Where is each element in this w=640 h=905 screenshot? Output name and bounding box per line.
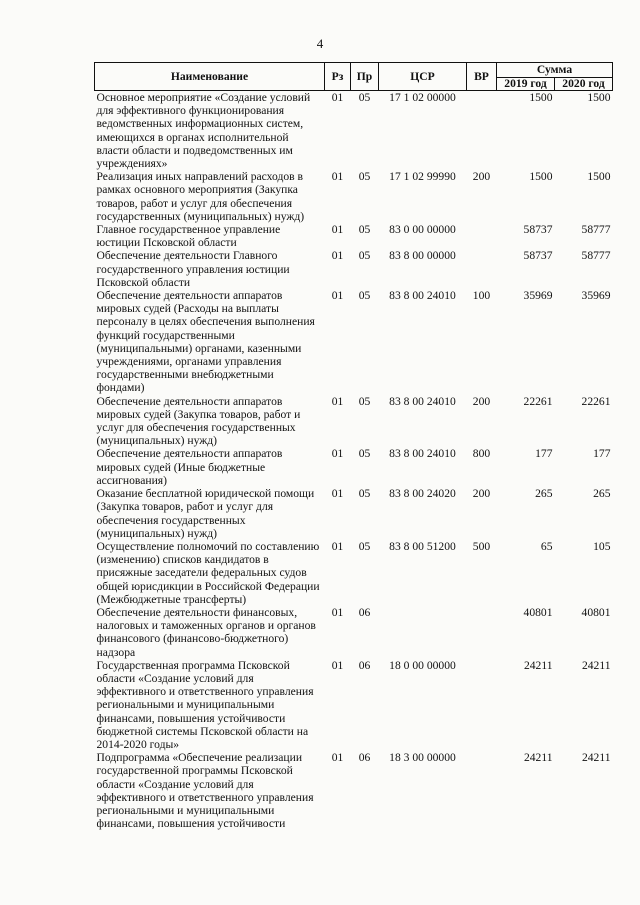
- row-sum-2020: 40801: [581, 605, 611, 619]
- header-csr: ЦСР: [379, 63, 467, 91]
- row-csr: 83 8 00 24010: [389, 289, 456, 303]
- row-vr: 100: [472, 289, 491, 303]
- row-rz: 01: [331, 91, 344, 104]
- row-vr: 800: [472, 447, 491, 461]
- header-sum: Сумма: [497, 63, 613, 78]
- row-sum-2020: 58777: [581, 249, 611, 263]
- row-name: Обеспечение деятельности аппаратов мировых судей (Расходы на выплаты персоналу в целях обеспечения выполнения функций государственными (муниципальными) органами, казенными учреждениями, органами управления государственными внебюджетными фондами): [96, 289, 315, 395]
- row-sum-2020: 22261: [581, 394, 611, 408]
- row-name: Государственная программа Псковской области «Создание условий для эффективного и ответственного управления региональными и муниципальными финансами, повышения устойчивости бюджетной системы Псковской области на 2014-2020 годы»: [96, 658, 314, 751]
- row-csr: [379, 606, 467, 659]
- row-pr: 05: [358, 223, 371, 237]
- row-rz: 01: [331, 487, 344, 501]
- row-sum-2019: 58737: [523, 223, 553, 237]
- table-header: [95, 63, 613, 91]
- row-vr: 500: [472, 539, 491, 553]
- row-sum-2020: 1500: [587, 91, 611, 104]
- table-row: [95, 170, 613, 223]
- row-pr: 05: [358, 447, 371, 461]
- row-sum-2019: 22261: [523, 394, 553, 408]
- page-number: 4: [316, 36, 324, 51]
- table-row: [95, 395, 613, 448]
- row-name: Обеспечение деятельности финансовых, налоговых и таможенных органов и органов финансового (финансово-бюджетного) надзора: [96, 605, 316, 659]
- row-vr: [467, 249, 497, 289]
- row-rz: 01: [331, 539, 344, 553]
- row-vr: 200: [472, 170, 491, 184]
- row-vr: [467, 606, 497, 659]
- row-sum-2019: 24211: [523, 751, 553, 765]
- row-sum-2019: 58737: [523, 249, 553, 263]
- row-sum-2019: 1500: [529, 91, 553, 104]
- row-sum-2020: 1500: [587, 170, 611, 184]
- row-vr: [467, 91, 497, 171]
- row-pr: 05: [358, 289, 371, 303]
- row-rz: 01: [331, 394, 344, 408]
- table-row: [95, 289, 613, 395]
- budget-table: [94, 62, 613, 830]
- header-rz: Рз: [325, 63, 351, 91]
- row-csr: 17 1 02 00000: [389, 91, 456, 104]
- row-vr: [467, 223, 497, 249]
- row-vr: [467, 659, 497, 751]
- row-name: Обеспечение деятельности аппаратов мировых судей (Иные бюджетные ассигнования): [96, 447, 283, 487]
- row-csr: 18 0 00 00000: [389, 658, 456, 672]
- header-name: Наименование: [95, 63, 325, 91]
- table-body: [95, 91, 613, 831]
- row-name: Осуществление полномочий по составлению (изменению) списков кандидатов в присяжные заседатели федеральных судов общей юрисдикции в Российской Федерации (Межбюджетные трансферты): [96, 539, 320, 606]
- row-pr: 06: [358, 751, 371, 765]
- table-row: [95, 249, 613, 289]
- table-row: [95, 751, 613, 830]
- table-row: [95, 540, 613, 606]
- row-rz: 01: [331, 170, 344, 184]
- row-sum-2020: 105: [593, 539, 611, 553]
- row-sum-2020: 24211: [581, 658, 611, 672]
- row-rz: 01: [331, 751, 344, 765]
- row-sum-2019: 35969: [523, 289, 553, 303]
- row-csr: 17 1 02 99990: [389, 170, 456, 184]
- row-name: Основное мероприятие «Создание условий для эффективного функционирования ведомственных информационных систем, имеющихся в органах исполнительной власти области и подведомственных им учреждениях»: [96, 91, 311, 171]
- table-row: [95, 447, 613, 487]
- row-csr: 83 8 00 51200: [389, 539, 456, 553]
- row-sum-2020: 58777: [581, 223, 611, 237]
- row-vr: 200: [472, 487, 491, 501]
- row-vr: 200: [472, 394, 491, 408]
- row-sum-2020: 35969: [581, 289, 611, 303]
- header-year-2020: 2020 год: [555, 78, 613, 91]
- row-sum-2019: 1500: [529, 170, 553, 184]
- row-rz: 01: [331, 289, 344, 303]
- row-pr: 05: [358, 394, 371, 408]
- row-rz: 01: [331, 447, 344, 461]
- row-vr: [467, 751, 497, 830]
- table-row: [95, 91, 613, 171]
- row-name: Обеспечение деятельности Главного государственного управления юстиции Псковской области: [96, 249, 290, 289]
- row-sum-2019: 177: [535, 447, 553, 461]
- row-rz: 01: [331, 223, 344, 237]
- header-year-2019: 2019 год: [497, 78, 555, 91]
- table-row: [95, 487, 613, 540]
- table-row: [95, 659, 613, 751]
- row-pr: 06: [358, 605, 371, 619]
- row-sum-2019: 24211: [523, 658, 553, 672]
- row-pr: 05: [358, 539, 371, 553]
- row-pr: 05: [358, 170, 371, 184]
- row-name: Обеспечение деятельности аппаратов мировых судей (Закупка товаров, работ и услуг для обеспечения государственных (муниципальных) нужд): [96, 394, 301, 448]
- row-csr: 83 0 00 00000: [389, 223, 456, 237]
- row-csr: 83 8 00 00000: [389, 249, 456, 263]
- row-sum-2019: 65: [540, 539, 553, 553]
- row-csr: 83 8 00 24010: [389, 394, 456, 408]
- row-pr: 05: [358, 487, 371, 501]
- row-sum-2020: 24211: [581, 751, 611, 765]
- header-vr: ВР: [467, 63, 497, 91]
- row-csr: 83 8 00 24010: [389, 447, 456, 461]
- row-pr: 05: [358, 91, 371, 104]
- header-pr: Пр: [351, 63, 379, 91]
- row-sum-2019: 40801: [523, 605, 553, 619]
- row-rz: 01: [331, 605, 344, 619]
- row-rz: 01: [331, 658, 344, 672]
- table-row: [95, 606, 613, 659]
- row-rz: 01: [331, 249, 344, 263]
- table-row: [95, 223, 613, 249]
- row-name: Подпрограмма «Обеспечение реализации государственной программы Псковской области «Создание условий для эффективного и ответственного управления региональными и муниципальными финансами, повышения устойчивости: [96, 751, 314, 831]
- row-pr: 06: [358, 658, 371, 672]
- row-name: Главное государственное управление юстиции Псковской области: [96, 223, 281, 250]
- row-sum-2020: 177: [593, 447, 611, 461]
- row-name: Реализация иных направлений расходов в рамках основного мероприятия (Закупка товаров, работ и услуг для обеспечения государственных (муниципальных) нужд): [96, 170, 305, 223]
- row-csr: 83 8 00 24020: [389, 487, 456, 501]
- row-pr: 05: [358, 249, 371, 263]
- row-sum-2019: 265: [535, 487, 553, 501]
- row-name: Оказание бесплатной юридической помощи (Закупка товаров, работ и услуг для обеспечения государственных (муниципальных) нужд): [96, 487, 315, 540]
- row-sum-2020: 265: [593, 487, 611, 501]
- row-csr: 18 3 00 00000: [389, 751, 456, 765]
